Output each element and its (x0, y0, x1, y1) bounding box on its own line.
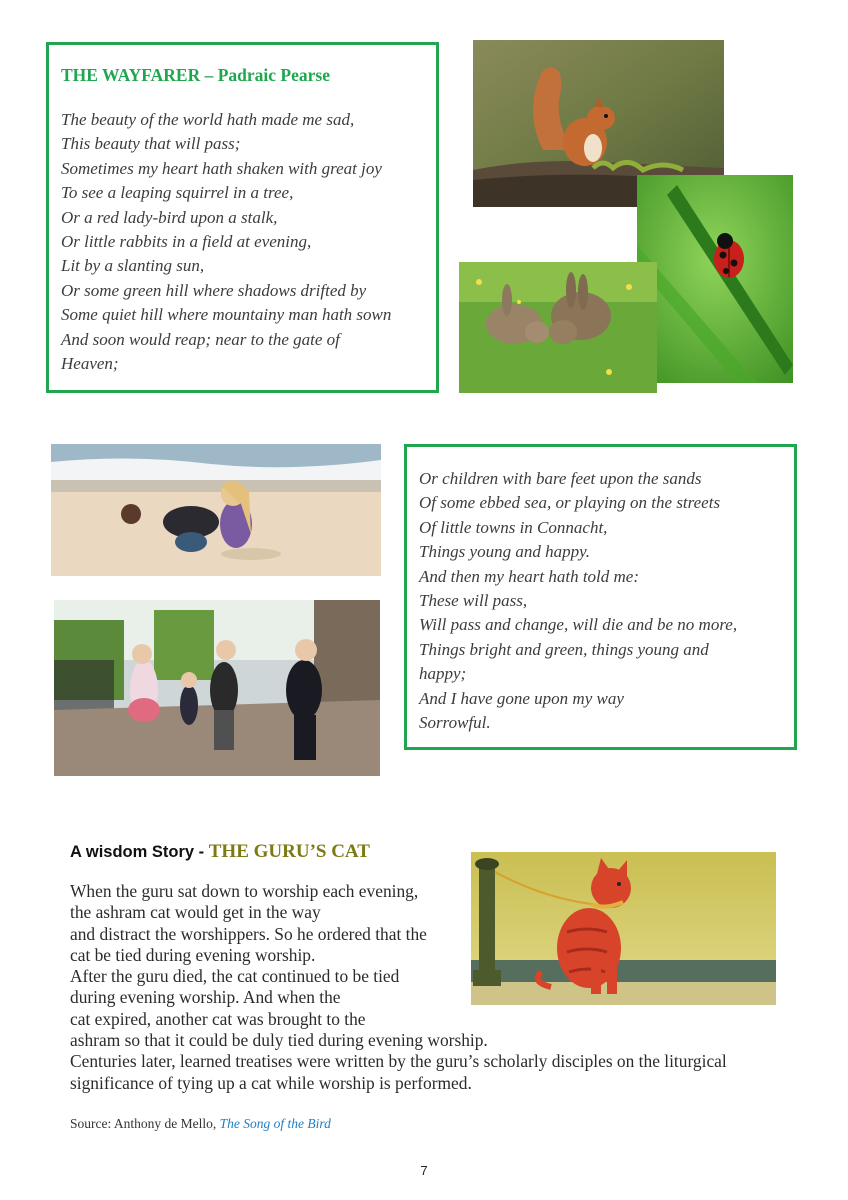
story-line: significance of tying up a cat while worship is performed. (70, 1072, 472, 1093)
page-number: 7 (420, 1163, 428, 1178)
poem-line: The beauty of the world hath made me sad, (61, 110, 355, 129)
story-line: cat expired, another cat was brought to the (70, 1008, 366, 1029)
poem-line: Some quiet hill where mountainy man hath sown (61, 305, 392, 325)
story-line: After the guru died, the cat continued to be tied (70, 966, 400, 987)
poem-line: To see a leaping squirrel in a tree, (61, 183, 294, 203)
story-title: THE GURU’S CAT (208, 841, 370, 862)
poem-line: Things young and happy. (419, 542, 590, 562)
source-prefix: Source: Anthony de Mello, (70, 1116, 220, 1131)
poem-stanza-2 (419, 467, 782, 735)
poem-line: Sometimes my heart hath shaken with great joy (61, 158, 382, 178)
children-running-photo (54, 600, 380, 776)
poem-line: And then my heart hath told me: (419, 566, 640, 586)
story-line: cat be tied during evening worship. (70, 944, 316, 965)
poem-line: Things bright and green, things young and (419, 639, 709, 659)
story-heading (70, 841, 370, 863)
poem-line: Lit by a slanting sun, (61, 256, 205, 276)
poem-box-part1 (46, 42, 439, 393)
poem-line: Or some green hill where shadows drifted by (61, 280, 367, 300)
rabbits-photo (459, 262, 657, 393)
poem-line: Or a red lady-bird upon a stalk, (61, 207, 278, 227)
poem-line: happy; (419, 664, 467, 684)
poem-line: Or little rabbits in a field at evening, (61, 232, 312, 252)
poem-box-part2 (404, 444, 797, 750)
poem-line: Heaven; (61, 354, 119, 374)
poem-title: THE WAYFARER – Padraic Pearse (61, 65, 330, 85)
ladybird-photo (637, 175, 793, 383)
story-line: during evening worship. And when the (70, 987, 341, 1008)
poem-line: This beauty that will pass; (61, 134, 241, 154)
poem-line: Sorrowful. (419, 713, 491, 733)
story-line: and distract the worshippers. So he ordered that the (70, 923, 427, 944)
poem-stanza-1 (61, 108, 424, 376)
source-citation (70, 1116, 331, 1132)
story-line: When the guru sat down to worship each evening, (70, 881, 419, 901)
poem-line: Will pass and change, will die and be no more, (419, 615, 738, 635)
poem-line: Of little towns in Connacht, (419, 517, 608, 537)
story-line: the ashram cat would get in the way (70, 902, 321, 923)
poem-line: These will pass, (419, 591, 528, 611)
poem-line: And soon would reap; near to the gate of (61, 329, 340, 349)
poem-line: Or children with bare feet upon the sands (419, 469, 702, 488)
poem-line: And I have gone upon my way (419, 688, 624, 708)
story-body (70, 881, 727, 1094)
source-book-link[interactable]: The Song of the Bird (219, 1116, 331, 1131)
children-beach-photo (51, 444, 381, 576)
story-line: ashram so that it could be duly tied during evening worship. (70, 1030, 488, 1051)
poem-line: Of some ebbed sea, or playing on the streets (419, 493, 721, 513)
story-line: Centuries later, learned treatises were written by the guru’s scholarly disciples on the liturgical (70, 1051, 727, 1072)
story-lead: A wisdom Story - (70, 843, 209, 861)
